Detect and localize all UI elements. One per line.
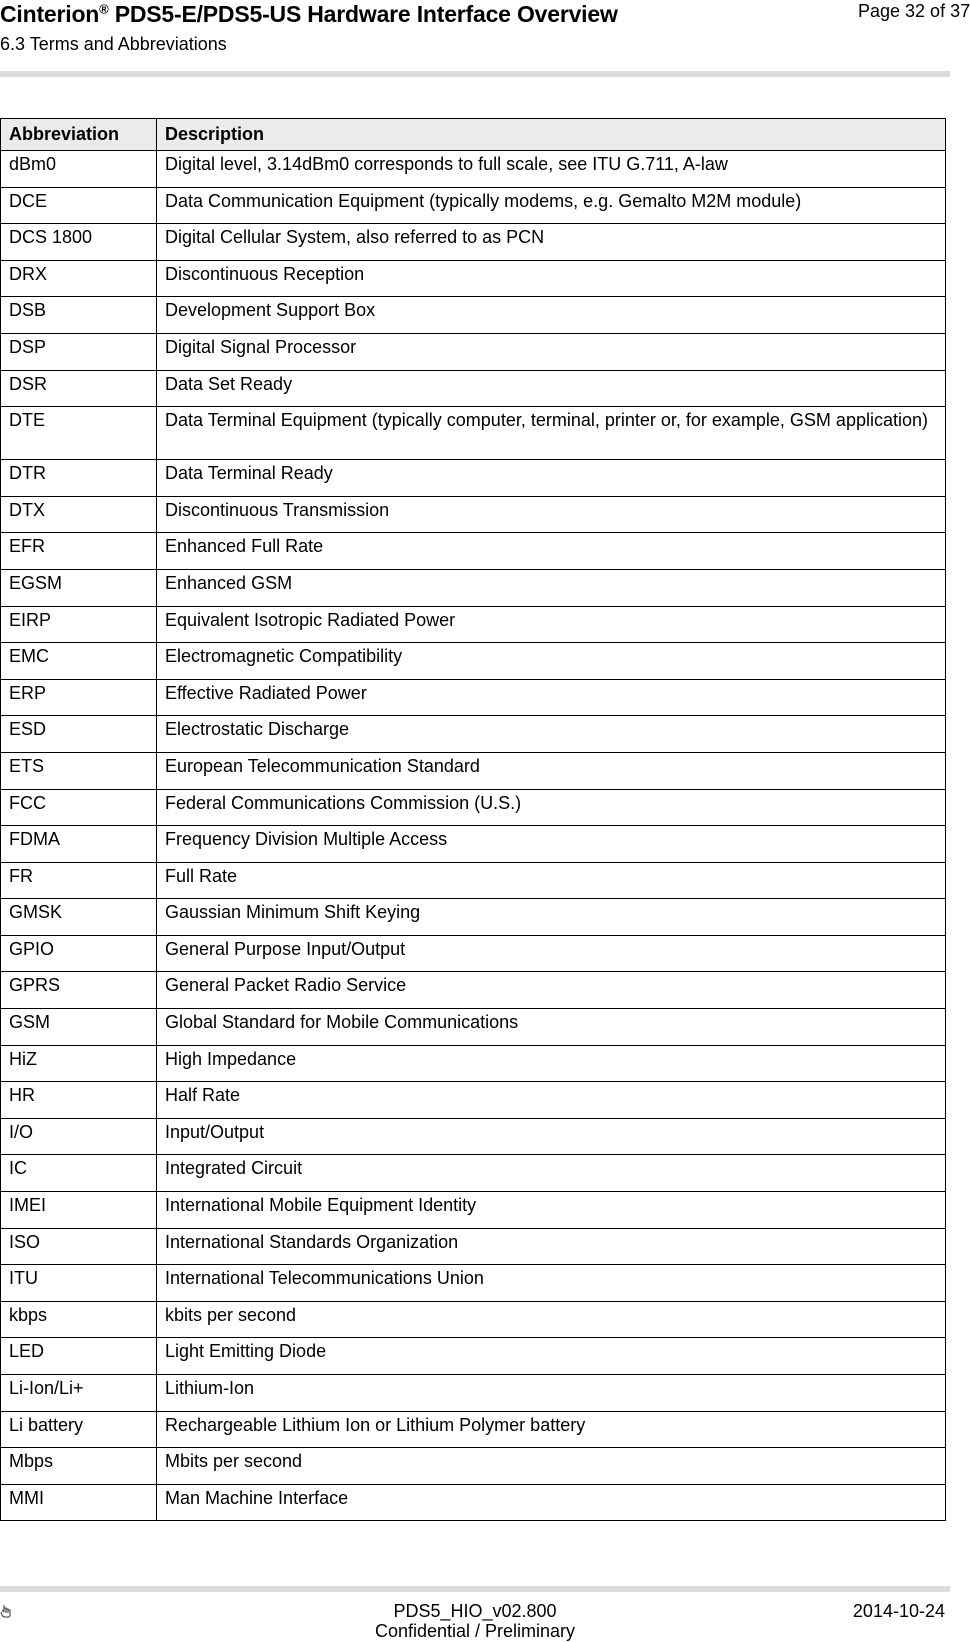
abbreviation-cell: DTX [1, 496, 157, 533]
description-cell: Digital Signal Processor [157, 333, 946, 370]
table-row [1, 606, 946, 643]
table-row [1, 297, 946, 334]
table-row [1, 496, 946, 533]
table-body [1, 151, 946, 1521]
hand-pointer-icon-graphic [0, 1604, 12, 1618]
column-header-abbreviation: Abbreviation [1, 119, 157, 151]
table-row [1, 569, 946, 606]
table-row [1, 151, 946, 188]
abbreviation-cell: ISO [1, 1228, 157, 1265]
description-cell: General Packet Radio Service [157, 972, 946, 1009]
abbreviation-cell: LED [1, 1338, 157, 1375]
abbreviation-cell: ITU [1, 1265, 157, 1302]
abbreviation-cell: EMC [1, 643, 157, 680]
table-row [1, 679, 946, 716]
description-cell: International Telecommunications Union [157, 1265, 946, 1302]
table-row [1, 789, 946, 826]
table-row [1, 1375, 946, 1412]
description-cell: Frequency Division Multiple Access [157, 826, 946, 863]
description-cell: Effective Radiated Power [157, 679, 946, 716]
abbreviation-cell: I/O [1, 1118, 157, 1155]
description-cell: Input/Output [157, 1118, 946, 1155]
abbreviation-cell: GSM [1, 1009, 157, 1046]
table-row [1, 1484, 946, 1521]
table-row [1, 224, 946, 261]
footer-date: 2014-10-24 [852, 1601, 945, 1621]
description-cell: Data Terminal Equipment (typically computer, terminal, printer or, for example, GSM application) [157, 407, 946, 460]
description-cell: International Mobile Equipment Identity [157, 1192, 946, 1229]
table-row [1, 1155, 946, 1192]
description-cell: Light Emitting Diode [157, 1338, 946, 1375]
abbreviation-cell: EIRP [1, 606, 157, 643]
table-row [1, 460, 946, 497]
abbreviation-cell: EGSM [1, 569, 157, 606]
registered-mark: ® [99, 1, 109, 17]
abbreviation-cell: HiZ [1, 1045, 157, 1082]
abbreviation-cell: FR [1, 862, 157, 899]
table-row [1, 1192, 946, 1229]
abbreviations-table [0, 118, 946, 1521]
abbreviation-cell: GPIO [1, 935, 157, 972]
abbreviation-cell: DSR [1, 370, 157, 407]
abbreviation-cell: kbps [1, 1301, 157, 1338]
abbreviation-cell: Li-Ion/Li+ [1, 1375, 157, 1412]
description-cell: Data Communication Equipment (typically modems, e.g. Gemalto M2M module) [157, 187, 946, 224]
abbreviation-cell: DCE [1, 187, 157, 224]
description-cell: Digital level, 3.14dBm0 corresponds to full scale, see ITU G.711, A-law [157, 151, 946, 188]
description-cell: Digital Cellular System, also referred to as PCN [157, 224, 946, 261]
abbreviation-cell: dBm0 [1, 151, 157, 188]
table-row [1, 752, 946, 789]
description-cell: Gaussian Minimum Shift Keying [157, 899, 946, 936]
table-row [1, 187, 946, 224]
description-cell: Data Set Ready [157, 370, 946, 407]
abbreviations-table-container [0, 118, 945, 1521]
table-row [1, 407, 946, 460]
description-cell: Lithium-Ion [157, 1375, 946, 1412]
table-row [1, 862, 946, 899]
description-cell: Enhanced GSM [157, 569, 946, 606]
page-header [0, 0, 970, 80]
abbreviation-cell: FCC [1, 789, 157, 826]
description-cell: Enhanced Full Rate [157, 533, 946, 570]
abbreviation-cell: GMSK [1, 899, 157, 936]
abbreviation-cell: Mbps [1, 1448, 157, 1485]
abbreviation-cell: HR [1, 1082, 157, 1119]
hand-pointer-icon [0, 1604, 14, 1620]
abbreviation-cell: MMI [1, 1484, 157, 1521]
table-row [1, 972, 946, 1009]
table-row [1, 1082, 946, 1119]
document-title [0, 0, 618, 28]
abbreviation-cell: ESD [1, 716, 157, 753]
table-row [1, 260, 946, 297]
abbreviation-cell: EFR [1, 533, 157, 570]
footer-confidentiality: Confidential / Preliminary [374, 1621, 576, 1641]
table-row [1, 1009, 946, 1046]
description-cell: International Standards Organization [157, 1228, 946, 1265]
description-cell: High Impedance [157, 1045, 946, 1082]
table-row [1, 533, 946, 570]
description-cell: Discontinuous Transmission [157, 496, 946, 533]
footer-document-id: PDS5_HIO_v02.800 [393, 1601, 557, 1621]
table-row [1, 1301, 946, 1338]
table-row [1, 1411, 946, 1448]
section-title: 6.3 Terms and Abbreviations [0, 34, 227, 54]
description-cell: European Telecommunication Standard [157, 752, 946, 789]
table-row [1, 935, 946, 972]
table-row [1, 1045, 946, 1082]
description-cell: Integrated Circuit [157, 1155, 946, 1192]
table-row [1, 643, 946, 680]
column-header-description: Description [157, 119, 946, 151]
description-cell: Discontinuous Reception [157, 260, 946, 297]
description-cell: Global Standard for Mobile Communications [157, 1009, 946, 1046]
description-cell: General Purpose Input/Output [157, 935, 946, 972]
description-cell: Federal Communications Commission (U.S.) [157, 789, 946, 826]
header-divider [0, 71, 950, 77]
description-cell: Equivalent Isotropic Radiated Power [157, 606, 946, 643]
table-row [1, 1265, 946, 1302]
table-row [1, 370, 946, 407]
description-cell: Data Terminal Ready [157, 460, 946, 497]
table-row [1, 899, 946, 936]
title-brand: Cinterion [0, 1, 100, 27]
description-cell: Rechargeable Lithium Ion or Lithium Polymer battery [157, 1411, 946, 1448]
description-cell: Development Support Box [157, 297, 946, 334]
abbreviation-cell: IC [1, 1155, 157, 1192]
footer-divider [0, 1586, 950, 1592]
table-row [1, 1448, 946, 1485]
abbreviation-cell: DTR [1, 460, 157, 497]
table-row [1, 1118, 946, 1155]
description-cell: kbits per second [157, 1301, 946, 1338]
abbreviation-cell: FDMA [1, 826, 157, 863]
description-cell: Electromagnetic Compatibility [157, 643, 946, 680]
abbreviation-cell: ERP [1, 679, 157, 716]
table-header-row [1, 119, 946, 151]
table-row [1, 826, 946, 863]
table-row [1, 716, 946, 753]
abbreviation-cell: DSP [1, 333, 157, 370]
table-row [1, 1228, 946, 1265]
table-row [1, 333, 946, 370]
abbreviation-cell: IMEI [1, 1192, 157, 1229]
description-cell: Mbits per second [157, 1448, 946, 1485]
abbreviation-cell: DCS 1800 [1, 224, 157, 261]
title-rest: PDS5-E/PDS5-US Hardware Interface Overview [108, 1, 618, 27]
description-cell: Electrostatic Discharge [157, 716, 946, 753]
page-number: Page 32 of 37 [858, 1, 970, 21]
abbreviation-cell: ETS [1, 752, 157, 789]
abbreviation-cell: Li battery [1, 1411, 157, 1448]
abbreviation-cell: GPRS [1, 972, 157, 1009]
abbreviation-cell: DSB [1, 297, 157, 334]
description-cell: Half Rate [157, 1082, 946, 1119]
abbreviation-cell: DTE [1, 407, 157, 460]
abbreviation-cell: DRX [1, 260, 157, 297]
table-row [1, 1338, 946, 1375]
description-cell: Man Machine Interface [157, 1484, 946, 1521]
description-cell: Full Rate [157, 862, 946, 899]
